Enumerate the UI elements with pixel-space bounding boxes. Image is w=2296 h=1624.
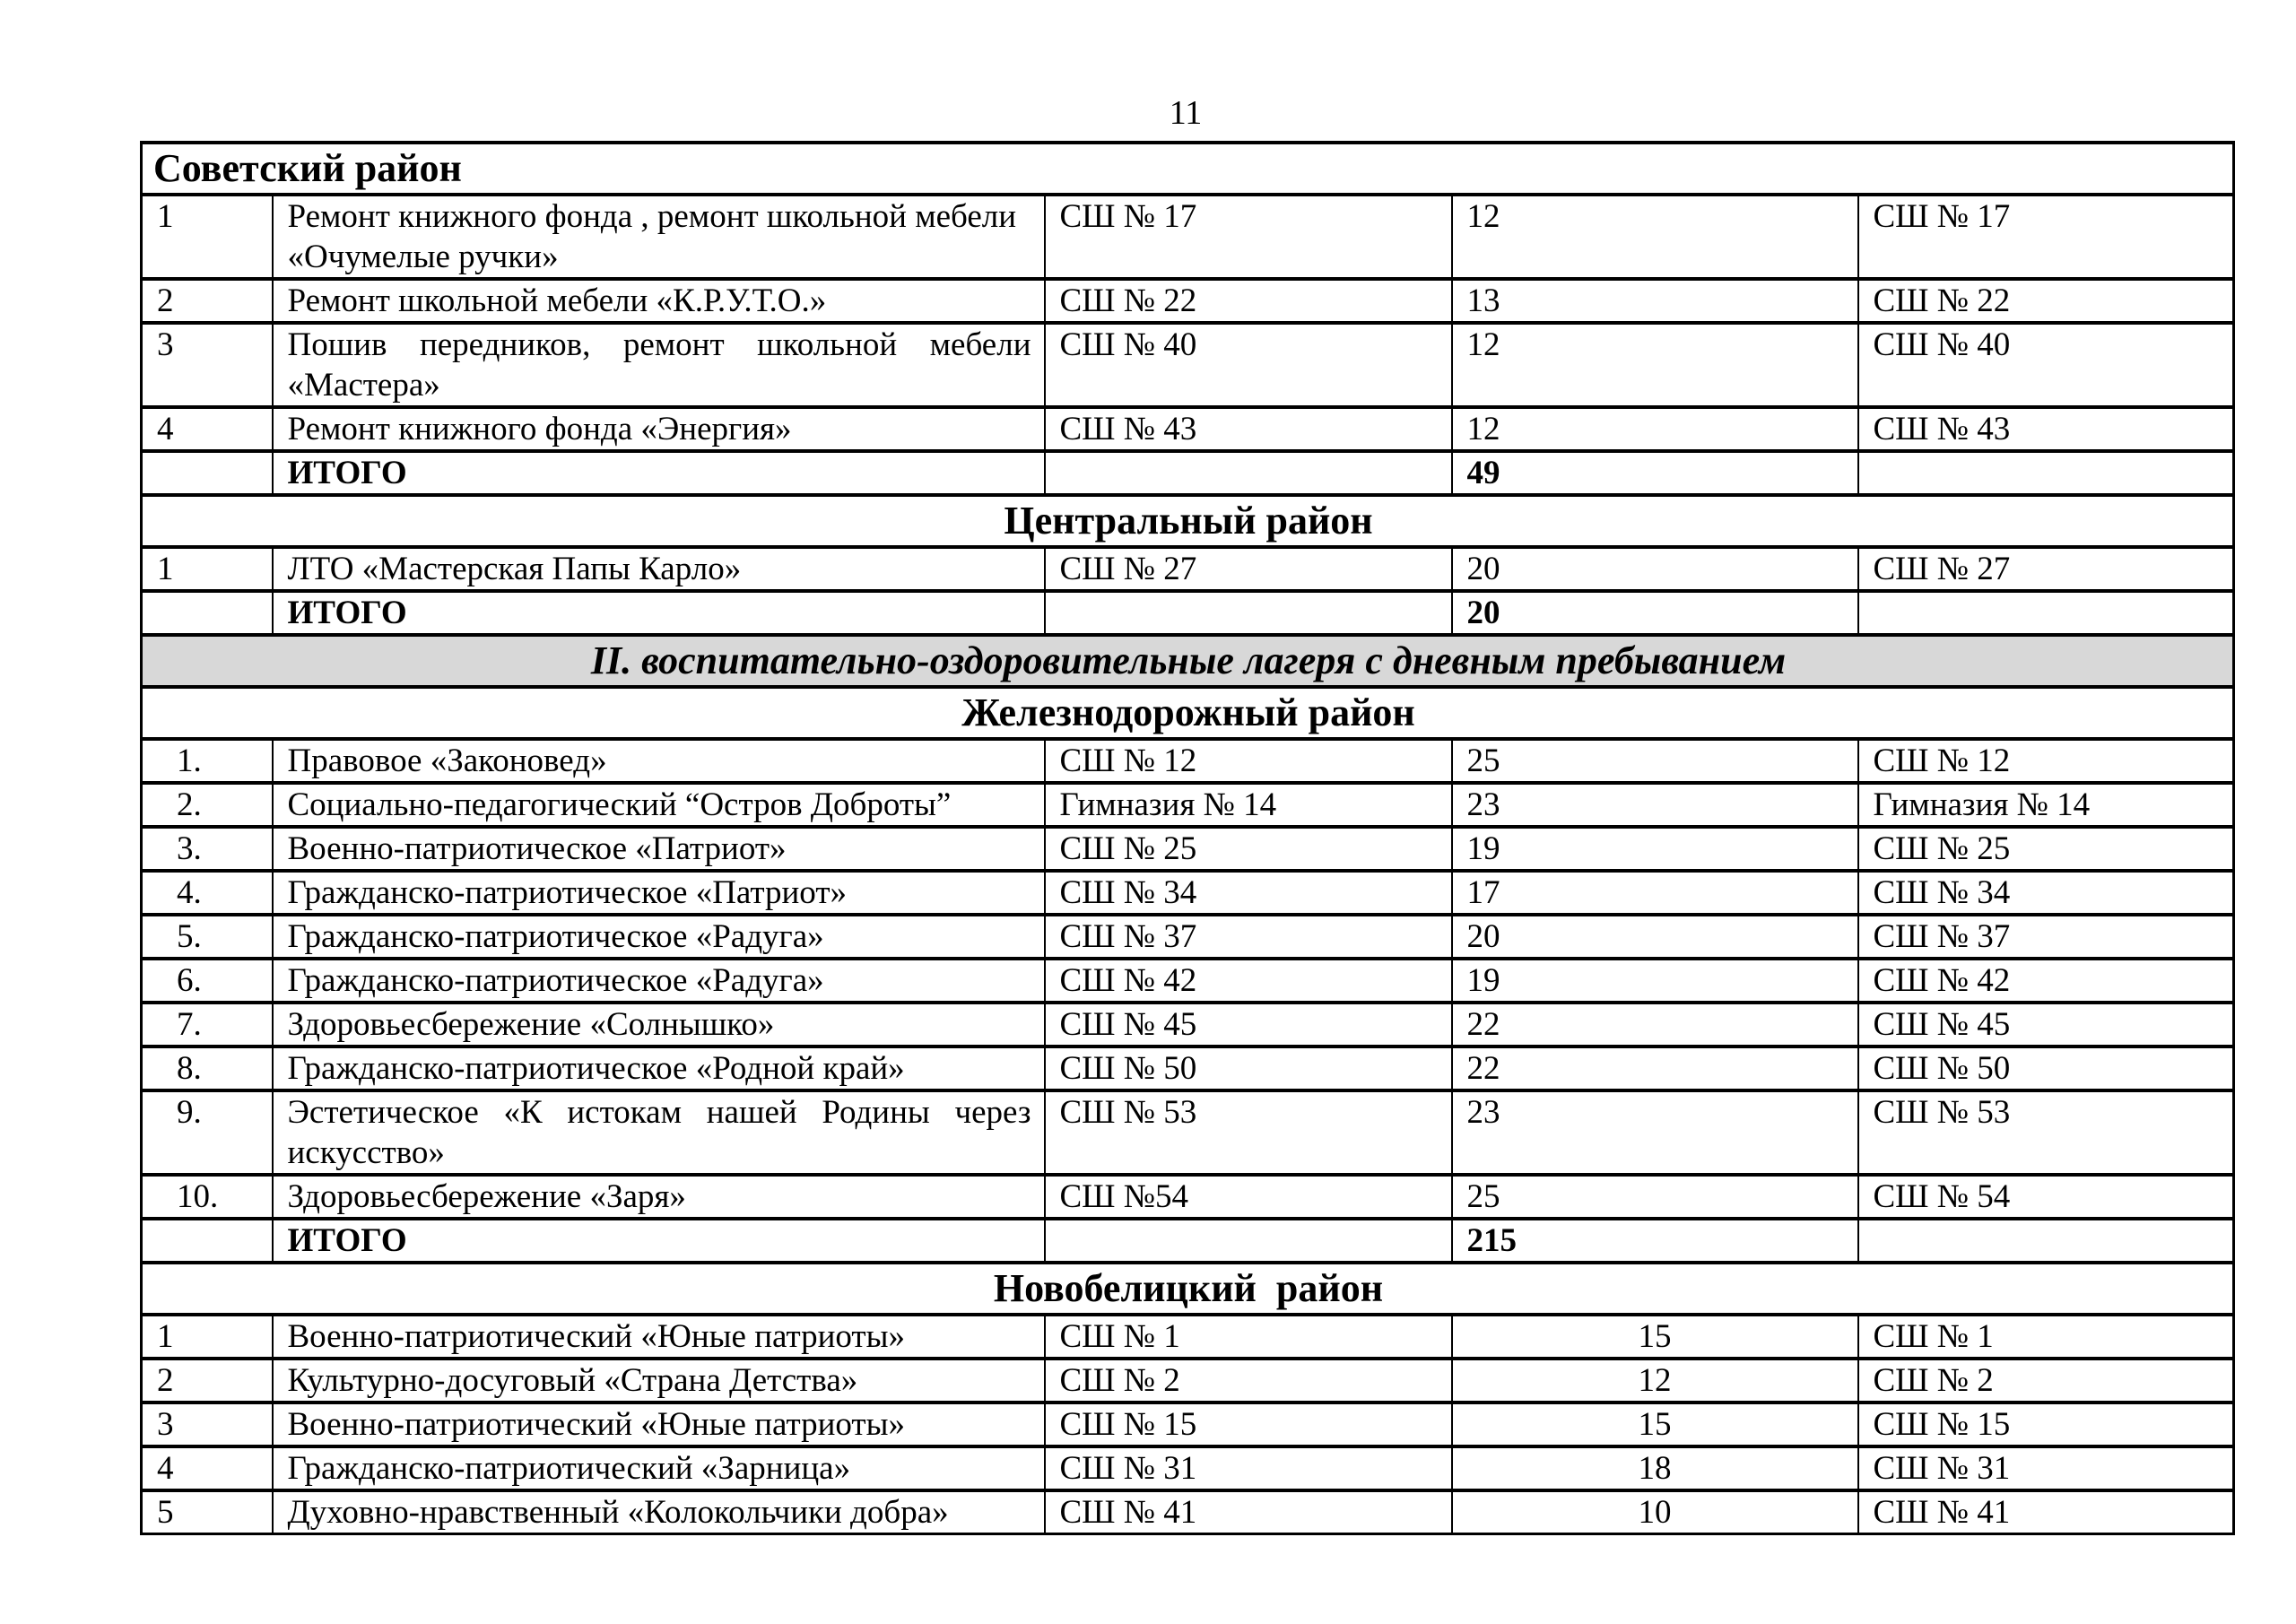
row-number: 5. <box>142 915 273 959</box>
school-cell: СШ № 37 <box>1045 915 1452 959</box>
count-cell: 19 <box>1452 959 1858 1003</box>
empty-cell <box>1045 451 1452 495</box>
place-cell: СШ № 12 <box>1858 739 2234 783</box>
school-cell: СШ № 1 <box>1045 1315 1452 1359</box>
row-number: 5 <box>142 1490 273 1534</box>
row-number: 9. <box>142 1090 273 1175</box>
count-cell: 15 <box>1452 1315 1858 1359</box>
section-heading-row <box>142 635 2234 687</box>
table-row <box>142 1446 2234 1490</box>
total-label: ИТОГО <box>273 1219 1045 1263</box>
camp-name: Социально-педагогический “Остров Доброты” <box>273 783 1045 827</box>
place-cell: СШ № 25 <box>1858 827 2234 871</box>
camp-name: Военно-патриотическое «Патриот» <box>273 827 1045 871</box>
row-number: 1. <box>142 739 273 783</box>
camp-name: ЛТО «Мастерская Папы Карло» <box>273 547 1045 591</box>
section-heading: II. воспитательно-оздоровительные лагеря с дневным пребыванием <box>142 635 2234 687</box>
table-row <box>142 1090 2234 1175</box>
count-cell: 15 <box>1452 1403 1858 1446</box>
school-cell: СШ № 17 <box>1045 195 1452 279</box>
place-cell: СШ № 27 <box>1858 547 2234 591</box>
table-row <box>142 1359 2234 1403</box>
table-row <box>142 1315 2234 1359</box>
place-cell: СШ № 41 <box>1858 1490 2234 1534</box>
school-cell: СШ № 12 <box>1045 739 1452 783</box>
camp-name: Гражданско-патриотическое «Радуга» <box>273 915 1045 959</box>
camp-name: Гражданско-патриотическое «Радуга» <box>273 959 1045 1003</box>
row-number: 1 <box>142 195 273 279</box>
school-cell: СШ № 15 <box>1045 1403 1452 1446</box>
place-cell: СШ № 40 <box>1858 323 2234 407</box>
place-cell: СШ № 37 <box>1858 915 2234 959</box>
camp-name: Ремонт школьной мебели «К.Р.У.Т.О.» <box>273 279 1045 323</box>
count-cell: 18 <box>1452 1446 1858 1490</box>
district-title: Советский район <box>142 143 2234 195</box>
school-cell: СШ № 43 <box>1045 407 1452 451</box>
school-cell: СШ № 34 <box>1045 871 1452 915</box>
count-cell: 12 <box>1452 1359 1858 1403</box>
school-cell: СШ № 50 <box>1045 1046 1452 1090</box>
school-cell: СШ № 42 <box>1045 959 1452 1003</box>
table-row <box>142 323 2234 407</box>
place-cell: СШ № 2 <box>1858 1359 2234 1403</box>
school-cell: СШ № 31 <box>1045 1446 1452 1490</box>
count-cell: 22 <box>1452 1046 1858 1090</box>
table-row <box>142 279 2234 323</box>
camps-table <box>140 141 2235 1535</box>
row-number: 7. <box>142 1003 273 1046</box>
total-row <box>142 591 2234 635</box>
table-row <box>142 739 2234 783</box>
district-title: Новобелицкий район <box>142 1263 2234 1315</box>
empty-cell <box>1858 1219 2234 1263</box>
school-cell: СШ № 53 <box>1045 1090 1452 1175</box>
row-number: 4 <box>142 1446 273 1490</box>
count-cell: 22 <box>1452 1003 1858 1046</box>
table-row <box>142 1003 2234 1046</box>
empty-cell <box>142 1219 273 1263</box>
camp-name: Гражданско-патриотический «Зарница» <box>273 1446 1045 1490</box>
total-count: 20 <box>1452 591 1858 635</box>
place-cell: Гимназия № 14 <box>1858 783 2234 827</box>
empty-cell <box>142 591 273 635</box>
place-cell: СШ № 43 <box>1858 407 2234 451</box>
row-number: 6. <box>142 959 273 1003</box>
school-cell: СШ № 22 <box>1045 279 1452 323</box>
table-row <box>142 547 2234 591</box>
place-cell: СШ № 1 <box>1858 1315 2234 1359</box>
table-row <box>142 407 2234 451</box>
row-number: 1 <box>142 547 273 591</box>
count-cell: 13 <box>1452 279 1858 323</box>
empty-cell <box>1045 591 1452 635</box>
camp-name: Гражданско-патриотическое «Родной край» <box>273 1046 1045 1090</box>
school-cell: СШ № 2 <box>1045 1359 1452 1403</box>
camp-name: Военно-патриотический «Юные патриоты» <box>273 1403 1045 1446</box>
total-label: ИТОГО <box>273 591 1045 635</box>
place-cell: СШ № 22 <box>1858 279 2234 323</box>
camp-name: Духовно-нравственный «Колокольчики добра» <box>273 1490 1045 1534</box>
row-number: 3 <box>142 323 273 407</box>
place-cell: СШ № 17 <box>1858 195 2234 279</box>
row-number: 1 <box>142 1315 273 1359</box>
total-row <box>142 451 2234 495</box>
place-cell: СШ № 45 <box>1858 1003 2234 1046</box>
camp-name: Гражданско-патриотическое «Патриот» <box>273 871 1045 915</box>
camp-name: Ремонт книжного фонда , ремонт школьной мебели «Очумелые ручки» <box>273 195 1045 279</box>
count-cell: 12 <box>1452 407 1858 451</box>
district-header-row <box>142 495 2234 547</box>
table-row <box>142 1046 2234 1090</box>
camp-name: Пошив передников, ремонт школьной мебели «Мастера» <box>273 323 1045 407</box>
table-row <box>142 195 2234 279</box>
place-cell: СШ № 53 <box>1858 1090 2234 1175</box>
place-cell: СШ № 50 <box>1858 1046 2234 1090</box>
place-cell: СШ № 31 <box>1858 1446 2234 1490</box>
total-count: 49 <box>1452 451 1858 495</box>
district-header-row <box>142 687 2234 739</box>
table-row <box>142 827 2234 871</box>
camp-name: Здоровьесбережение «Заря» <box>273 1175 1045 1219</box>
district-header-row <box>142 143 2234 195</box>
camps-table-body <box>142 143 2234 1534</box>
camp-name: Здоровьесбережение «Солнышко» <box>273 1003 1045 1046</box>
row-number: 8. <box>142 1046 273 1090</box>
row-number: 2. <box>142 783 273 827</box>
empty-cell <box>1858 451 2234 495</box>
place-cell: СШ № 34 <box>1858 871 2234 915</box>
place-cell: СШ № 54 <box>1858 1175 2234 1219</box>
count-cell: 25 <box>1452 739 1858 783</box>
row-number: 2 <box>142 1359 273 1403</box>
empty-cell <box>142 451 273 495</box>
row-number: 10. <box>142 1175 273 1219</box>
table-row <box>142 783 2234 827</box>
camp-name: Культурно-досуговый «Страна Детства» <box>273 1359 1045 1403</box>
school-cell: СШ № 45 <box>1045 1003 1452 1046</box>
row-number: 3. <box>142 827 273 871</box>
camp-name: Правовое «Законовед» <box>273 739 1045 783</box>
table-row <box>142 871 2234 915</box>
count-cell: 19 <box>1452 827 1858 871</box>
school-cell: Гимназия № 14 <box>1045 783 1452 827</box>
table-row <box>142 959 2234 1003</box>
count-cell: 25 <box>1452 1175 1858 1219</box>
empty-cell <box>1858 591 2234 635</box>
place-cell: СШ № 15 <box>1858 1403 2234 1446</box>
total-row <box>142 1219 2234 1263</box>
count-cell: 10 <box>1452 1490 1858 1534</box>
count-cell: 20 <box>1452 915 1858 959</box>
table-row <box>142 915 2234 959</box>
school-cell: СШ № 40 <box>1045 323 1452 407</box>
district-title: Центральный район <box>142 495 2234 547</box>
count-cell: 20 <box>1452 547 1858 591</box>
table-row <box>142 1403 2234 1446</box>
table-row <box>142 1175 2234 1219</box>
district-header-row <box>142 1263 2234 1315</box>
camp-name: Ремонт книжного фонда «Энергия» <box>273 407 1045 451</box>
row-number: 2 <box>142 279 273 323</box>
row-number: 4 <box>142 407 273 451</box>
school-cell: СШ № 27 <box>1045 547 1452 591</box>
total-count: 215 <box>1452 1219 1858 1263</box>
district-title: Железнодорожный район <box>142 687 2234 739</box>
row-number: 4. <box>142 871 273 915</box>
school-cell: СШ №54 <box>1045 1175 1452 1219</box>
page-number: 11 <box>1169 94 1203 132</box>
count-cell: 23 <box>1452 1090 1858 1175</box>
total-label: ИТОГО <box>273 451 1045 495</box>
table-row <box>142 1490 2234 1534</box>
place-cell: СШ № 42 <box>1858 959 2234 1003</box>
count-cell: 17 <box>1452 871 1858 915</box>
camp-name: Эстетическое «К истокам нашей Родины через искусство» <box>273 1090 1045 1175</box>
school-cell: СШ № 25 <box>1045 827 1452 871</box>
empty-cell <box>1045 1219 1452 1263</box>
row-number: 3 <box>142 1403 273 1446</box>
count-cell: 23 <box>1452 783 1858 827</box>
school-cell: СШ № 41 <box>1045 1490 1452 1534</box>
count-cell: 12 <box>1452 323 1858 407</box>
camp-name: Военно-патриотический «Юные патриоты» <box>273 1315 1045 1359</box>
count-cell: 12 <box>1452 195 1858 279</box>
